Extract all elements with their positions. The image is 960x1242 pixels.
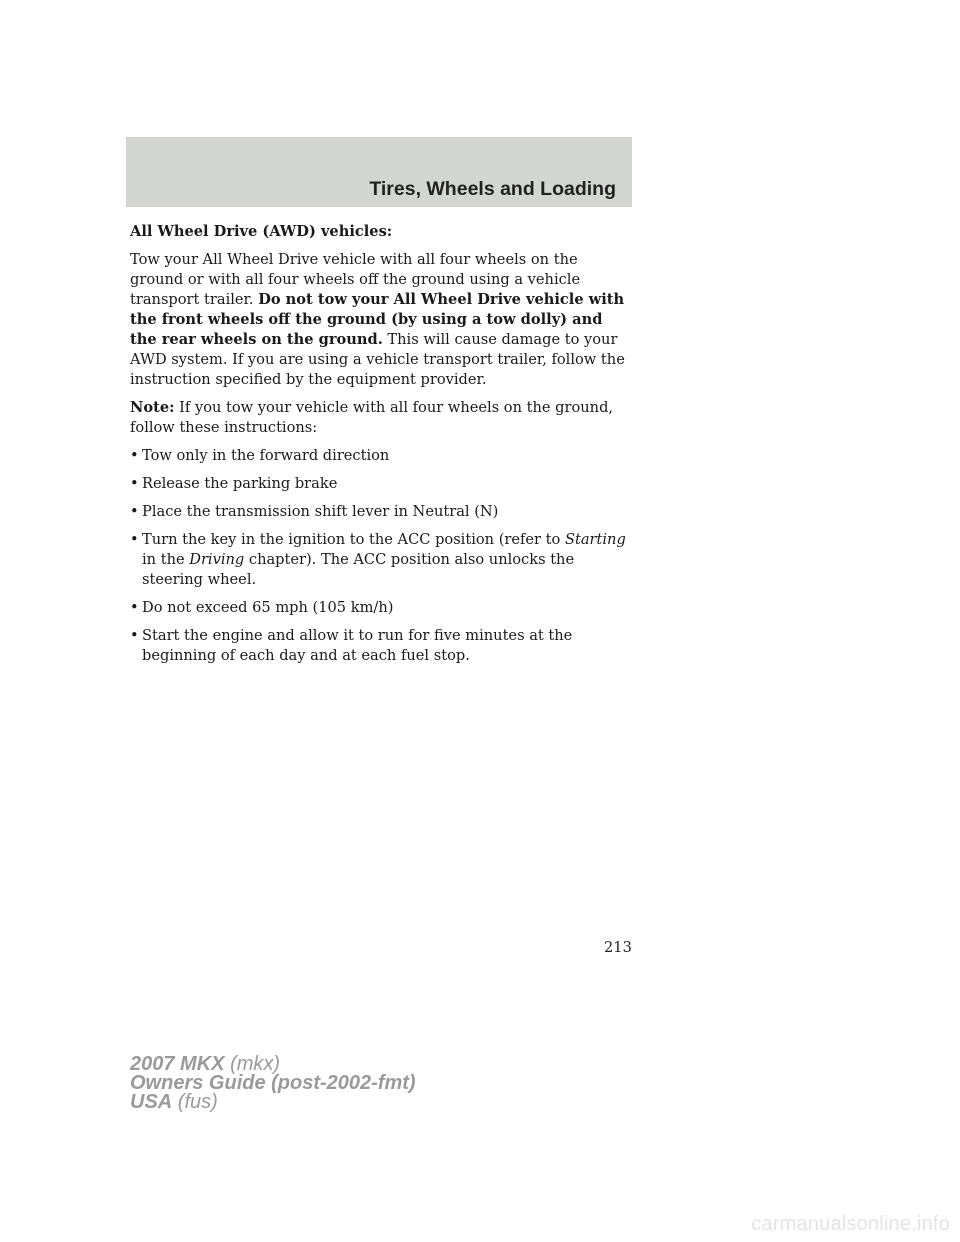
- driving-reference: Driving: [189, 551, 245, 568]
- list-item: [130, 530, 630, 590]
- note-label: Note:: [130, 399, 175, 416]
- list-item-text: [142, 531, 626, 588]
- bullet-icon: •: [130, 447, 139, 464]
- awd-warning-text: Do not tow your All Wheel Drive vehicle with the front wheels off the ground (by using a tow dolly) and the rear wheels on the ground.: [130, 291, 625, 348]
- page-number: 213: [604, 939, 632, 956]
- footer-guide: Owners Guide (post-2002-fmt): [130, 1072, 416, 1094]
- footer-model-code: (mkx): [230, 1053, 281, 1075]
- list-item-text: Place the transmission shift lever in Neutral (N): [142, 503, 499, 520]
- watermark: carmanualsonline.info: [751, 1213, 950, 1235]
- starting-reference: Starting: [564, 531, 626, 548]
- list-item-text: Start the engine and allow it to run for five minutes at the beginning of each day and at each fuel stop.: [142, 627, 573, 664]
- footer-model: 2007 MKX: [130, 1053, 225, 1075]
- bullet-icon: •: [130, 475, 139, 492]
- note-text: If you tow your vehicle with all four wheels on the ground, follow these instructions:: [130, 399, 614, 436]
- acc-text-2: in the: [142, 551, 185, 568]
- list-item: [130, 446, 630, 466]
- section-header-band: [126, 137, 632, 207]
- page-content: [130, 222, 630, 674]
- list-item-text: Tow only in the forward direction: [142, 447, 390, 464]
- bullet-icon: •: [130, 627, 139, 644]
- section-title: Tires, Wheels and Loading: [369, 178, 616, 200]
- note-paragraph: [130, 398, 630, 438]
- footer-region: USA: [130, 1091, 173, 1113]
- awd-paragraph-text-1: Tow your All Wheel Drive vehicle with all four wheels on the ground or with all four wheels off the ground using a vehicle transport trailer.: [130, 251, 581, 308]
- awd-paragraph-text-2: This will cause damage to your AWD system. If you are using a vehicle transport trailer, follow the instruction specified by the equipment provider.: [130, 331, 625, 388]
- awd-heading: All Wheel Drive (AWD) vehicles:: [130, 223, 393, 240]
- list-item: [130, 626, 630, 666]
- bullet-icon: •: [130, 599, 139, 616]
- list-item: [130, 598, 630, 618]
- document-footer: [130, 1055, 416, 1112]
- list-item: [130, 474, 630, 494]
- acc-text-3: chapter). The ACC position also unlocks the steering wheel.: [142, 551, 575, 588]
- list-item-text: Do not exceed 65 mph (105 km/h): [142, 599, 394, 616]
- footer-region-code: (fus): [177, 1091, 218, 1113]
- list-item-text: Release the parking brake: [142, 475, 338, 492]
- footer-line-region: [130, 1093, 416, 1112]
- bullet-icon: •: [130, 531, 139, 548]
- acc-text-1: Turn the key in the ignition to the ACC position (refer to: [142, 531, 561, 548]
- awd-paragraph: [130, 250, 630, 390]
- list-item: [130, 502, 630, 522]
- bullet-icon: •: [130, 503, 139, 520]
